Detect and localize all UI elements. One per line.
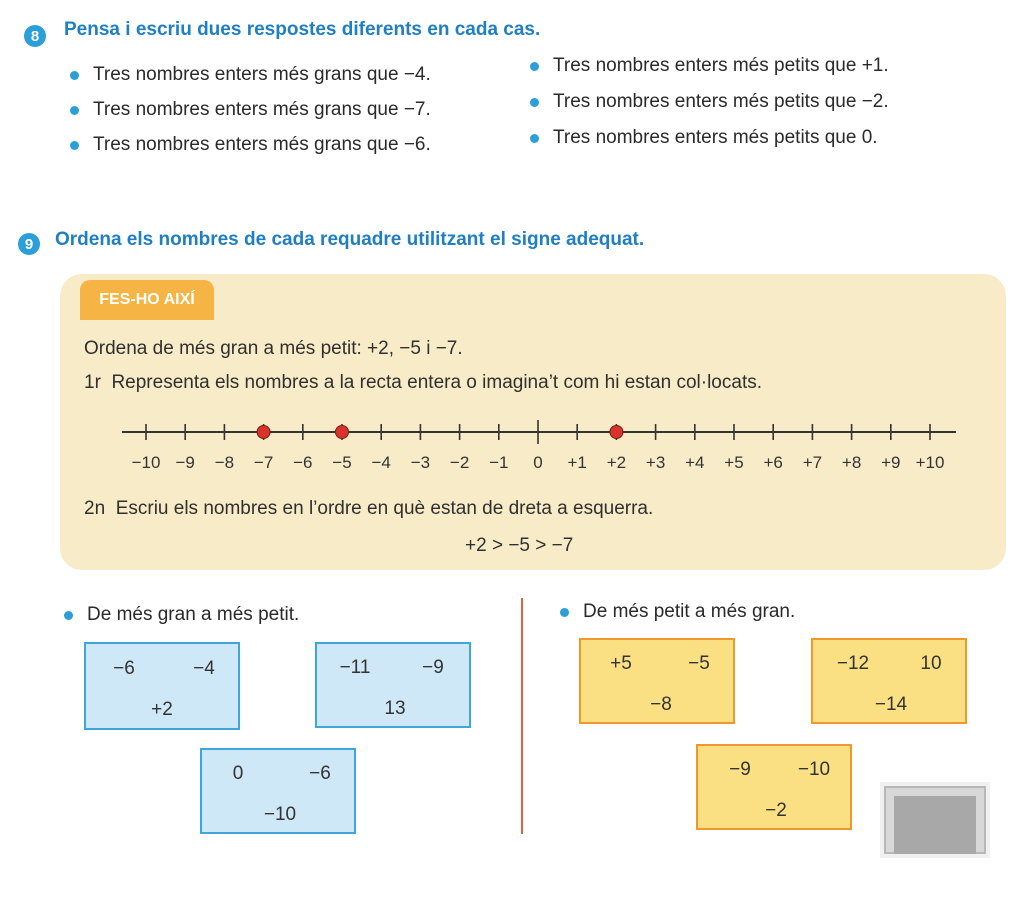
bullet-icon — [560, 608, 569, 617]
number-line-label: +9 — [881, 453, 901, 472]
box-number: −4 — [193, 658, 215, 679]
box-number: −12 — [836, 653, 870, 674]
bullet-icon — [70, 106, 79, 115]
example-tab: FES-HO AIXÍ — [80, 280, 214, 320]
number-box — [315, 642, 471, 728]
bullet-icon — [530, 134, 539, 143]
number-line-label: +10 — [915, 453, 945, 472]
number-line-label: +4 — [685, 453, 705, 472]
bullet-icon — [530, 62, 539, 71]
number-line-marker — [610, 426, 623, 439]
number-box — [200, 748, 356, 834]
number-line-label: +7 — [802, 453, 823, 472]
bullet-icon — [530, 98, 539, 107]
box-number: 0 — [232, 763, 244, 784]
example-result: +2 > −5 > −7 — [465, 535, 574, 556]
box-number: +5 — [610, 653, 632, 674]
number-line-label: −1 — [489, 453, 509, 472]
box-number: −8 — [650, 694, 672, 715]
ex8-right-item: Tres nombres enters més petits que +1. — [530, 55, 889, 77]
ex8-left-item: Tres nombres enters més grans que −6. — [70, 134, 431, 156]
number-box — [696, 744, 852, 830]
number-box — [84, 642, 240, 730]
left-column-label: De més gran a més petit. — [64, 604, 299, 626]
exercise-8-badge: 8 — [24, 25, 46, 47]
example-instruction: Ordena de més gran a més petit: +2, −5 i −7. — [84, 338, 463, 359]
number-line-marker — [257, 426, 270, 439]
number-line-label: −2 — [449, 453, 470, 472]
ex8-left-item: Tres nombres enters més grans que −4. — [70, 64, 431, 86]
column-divider — [521, 598, 523, 834]
number-line-label: −9 — [175, 453, 195, 472]
box-number: −9 — [422, 657, 444, 678]
box-number: −5 — [688, 653, 710, 674]
number-line — [110, 418, 970, 478]
box-number: 10 — [920, 653, 942, 674]
bullet-icon — [64, 611, 73, 620]
box-number: −2 — [765, 800, 787, 821]
number-box — [579, 638, 735, 724]
number-line-label: −10 — [131, 453, 161, 472]
bullet-icon — [70, 141, 79, 150]
example-step-1: 1r Representa els nombres a la recta entera o imagina’t com hi estan col·locats. — [84, 372, 762, 393]
example-step-2: 2n Escriu els nombres en l’ordre en què estan de dreta a esquerra. — [84, 498, 654, 519]
number-line-label: −3 — [410, 453, 431, 472]
number-line-label: +5 — [724, 453, 744, 472]
exercise-9-title: Ordena els nombres de cada requadre utilitzant el signe adequat. — [55, 229, 645, 250]
number-line-label: −7 — [253, 453, 274, 472]
box-number: −6 — [309, 763, 331, 784]
bullet-icon — [70, 71, 79, 80]
box-number: −10 — [263, 804, 297, 825]
box-number: −6 — [113, 658, 135, 679]
number-line-label: 0 — [533, 453, 543, 472]
ex8-right-item: Tres nombres enters més petits que −2. — [530, 91, 889, 113]
number-box — [811, 638, 967, 724]
number-line-label: −4 — [371, 453, 391, 472]
box-number: −9 — [729, 759, 751, 780]
number-line-label: +8 — [841, 453, 862, 472]
box-number: +2 — [151, 699, 173, 720]
box-number: −10 — [797, 759, 831, 780]
number-line-label: −6 — [293, 453, 313, 472]
picture-frame-icon — [880, 782, 990, 858]
number-line-label: +2 — [606, 453, 627, 472]
exercise-9-badge: 9 — [18, 233, 40, 255]
number-line-label: +1 — [567, 453, 587, 472]
box-number: −11 — [339, 657, 371, 678]
number-line-label: −8 — [214, 453, 235, 472]
box-number: 13 — [384, 698, 406, 719]
box-number: −14 — [874, 694, 908, 715]
ex8-right-item: Tres nombres enters més petits que 0. — [530, 127, 878, 149]
right-column-label: De més petit a més gran. — [560, 601, 795, 623]
number-line-label: −5 — [332, 453, 352, 472]
exercise-8-title: Pensa i escriu dues respostes diferents en cada cas. — [64, 19, 541, 40]
number-line-label: +6 — [763, 453, 783, 472]
number-line-marker — [336, 426, 349, 439]
ex8-left-item: Tres nombres enters més grans que −7. — [70, 99, 431, 121]
number-line-label: +3 — [645, 453, 666, 472]
